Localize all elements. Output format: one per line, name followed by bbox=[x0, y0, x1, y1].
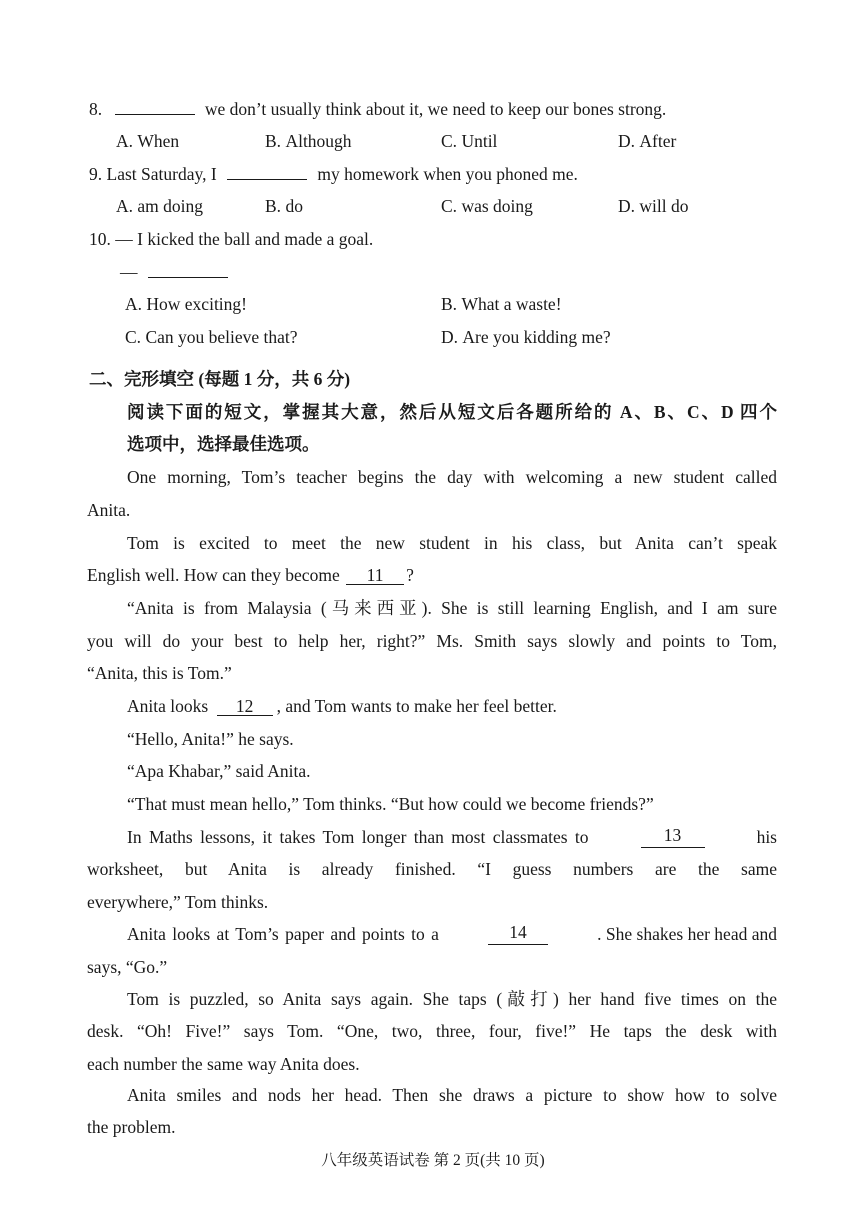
option-a: A. How exciting! bbox=[125, 294, 247, 314]
option-d: D. After bbox=[618, 131, 677, 151]
passage-line: Anita looks at Tom’s paper and points to a 14 . She shakes her head and bbox=[127, 922, 777, 944]
option-b: B. What a waste! bbox=[441, 294, 562, 314]
option-b: B. Although bbox=[265, 131, 352, 151]
question-9-stem bbox=[89, 163, 578, 185]
passage-line: “Anita is from Malaysia (马来西亚). She is still learning English, and I am sure bbox=[127, 598, 777, 618]
passage-line: “Hello, Anita!” he says. bbox=[127, 729, 294, 749]
option-c: C. was doing bbox=[441, 196, 533, 216]
response-dash: — bbox=[120, 262, 138, 282]
blank-11: 11 bbox=[346, 566, 404, 585]
passage-line: One morning, Tom’s teacher begins the day with welcoming a new student called bbox=[127, 467, 777, 487]
option-a: A. When bbox=[116, 131, 180, 151]
answer-blank bbox=[148, 261, 228, 278]
option-c: C. Until bbox=[441, 131, 498, 151]
section-heading: 二、完形填空 (每题 1 分，共 6 分) bbox=[89, 369, 351, 389]
section-instruction: 选项中，选择最佳选项。 bbox=[127, 434, 320, 454]
option-b: B. do bbox=[265, 196, 303, 216]
blank-13: 13 bbox=[641, 826, 705, 848]
question-8-stem bbox=[89, 98, 666, 120]
passage-line: English well. How can they become 11 ? bbox=[87, 565, 414, 585]
passage-line: each number the same way Anita does. bbox=[87, 1054, 360, 1074]
option-c: C. Can you believe that? bbox=[125, 327, 298, 347]
passage-line: everywhere,” Tom thinks. bbox=[87, 892, 269, 912]
answer-blank bbox=[227, 163, 307, 180]
passage-line: “Apa Khabar,” said Anita. bbox=[127, 761, 311, 781]
page-footer: 八年级英语试卷 第 2 页(共 10 页) bbox=[321, 1152, 545, 1169]
option-d: D. will do bbox=[618, 196, 689, 216]
passage-line: Anita. bbox=[87, 500, 131, 520]
question-number: 8. bbox=[89, 99, 103, 119]
dialogue-line: — I kicked the ball and made a goal. bbox=[115, 229, 374, 249]
option-d: D. Are you kidding me? bbox=[441, 327, 611, 347]
passage-line: Anita looks 12 , and Tom wants to make her feel better. bbox=[127, 696, 557, 716]
passage-line: Tom is puzzled, so Anita says again. She taps (敲打) her hand five times on the bbox=[127, 989, 777, 1009]
passage-line: In Maths lessons, it takes Tom longer than most classmates to 13 his bbox=[127, 825, 777, 847]
passage-line: says, “Go.” bbox=[87, 957, 168, 977]
question-stem-text: my homework when you phoned me. bbox=[317, 164, 578, 184]
question-stem-text: we don’t usually think about it, we need to keep our bones strong. bbox=[204, 99, 667, 119]
question-10-stem bbox=[89, 228, 373, 250]
passage-line: the problem. bbox=[87, 1117, 176, 1137]
passage-line: “That must mean hello,” Tom thinks. “But how could we become friends?” bbox=[127, 794, 654, 814]
question-stem-text: Last Saturday, I bbox=[106, 164, 217, 184]
passage-line: Anita smiles and nods her head. Then she draws a picture to show how to solve bbox=[127, 1085, 777, 1105]
passage-line: Tom is excited to meet the new student in his class, but Anita can’t speak bbox=[127, 533, 777, 553]
passage-line: desk. “Oh! Five!” says Tom. “One, two, three, four, five!” He taps the desk with bbox=[87, 1021, 777, 1041]
passage-line: “Anita, this is Tom.” bbox=[87, 663, 232, 683]
question-number: 10. bbox=[89, 229, 111, 249]
blank-12: 12 bbox=[217, 697, 273, 716]
blank-14: 14 bbox=[488, 923, 548, 945]
response-line bbox=[120, 261, 228, 283]
option-a: A. am doing bbox=[116, 196, 204, 216]
question-number: 9. bbox=[89, 164, 103, 184]
passage-line: you will do your best to help her, right?” Ms. Smith says slowly and points to Tom, bbox=[87, 631, 777, 651]
section-instruction: 阅读下面的短文，掌握其大意，然后从短文后各题所给的 A、B、C、D 四个 bbox=[127, 402, 777, 422]
answer-blank bbox=[115, 98, 195, 115]
passage-line: worksheet, but Anita is already finished. “I guess numbers are the same bbox=[87, 859, 777, 879]
